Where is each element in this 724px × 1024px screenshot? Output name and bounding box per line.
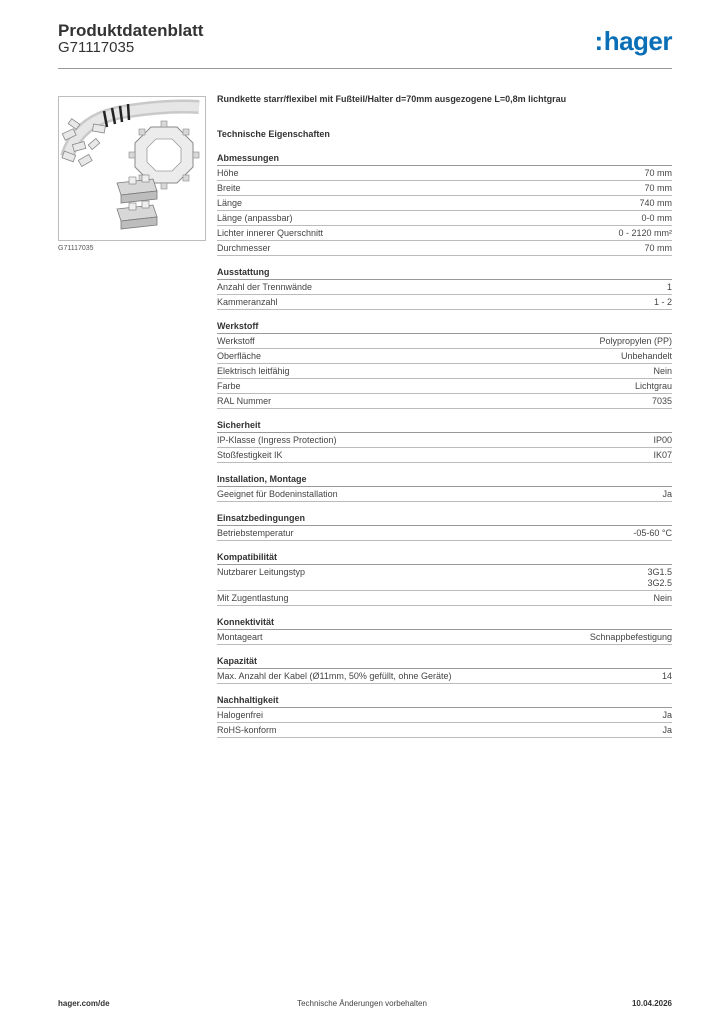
section-title: Kompatibilität (217, 552, 672, 565)
property-value-line: 3G2.5 (647, 578, 672, 588)
property-label: Höhe (217, 168, 239, 178)
property-section (217, 617, 672, 645)
footer-date: 10.04.2026 (631, 999, 672, 1008)
property-sections (217, 153, 672, 738)
property-value: 740 mm (639, 198, 672, 208)
property-label: Elektrisch leitfähig (217, 366, 290, 376)
property-section (217, 153, 672, 256)
property-label: Lichter innerer Querschnitt (217, 228, 324, 238)
property-row (217, 166, 672, 181)
property-label: Durchmesser (217, 243, 271, 253)
image-caption: G71117035 (58, 245, 94, 252)
property-label: Stoßfestigkeit IK (217, 450, 283, 460)
property-value: 14 (661, 671, 672, 681)
property-row (217, 708, 672, 723)
product-image (58, 96, 206, 241)
header-title: Produktdatenblatt (58, 21, 204, 40)
property-row (217, 433, 672, 448)
property-row (217, 295, 672, 310)
property-value: Ja (662, 489, 672, 499)
property-value: Polypropylen (PP) (599, 336, 672, 346)
property-row (217, 364, 672, 379)
property-value: 70 mm (644, 183, 672, 193)
property-value: IP00 (653, 435, 672, 445)
logo-colon: : (594, 26, 603, 56)
property-row (217, 669, 672, 684)
property-row (217, 181, 672, 196)
section-title: Ausstattung (217, 267, 672, 280)
property-value: 0-0 mm (641, 213, 672, 223)
property-section (217, 321, 672, 409)
property-value: Unbehandelt (620, 351, 672, 361)
property-label: RoHS-konform (217, 725, 277, 735)
property-row (217, 226, 672, 241)
property-label: IP-Klasse (Ingress Protection) (217, 435, 337, 445)
property-row (217, 487, 672, 502)
property-label: Nutzbarer Leitungstyp (217, 567, 306, 577)
property-value: Ja (662, 725, 672, 735)
datasheet-content (217, 94, 672, 749)
hager-logo (595, 26, 672, 57)
property-row (217, 280, 672, 295)
property-section (217, 420, 672, 463)
property-label: Farbe (217, 381, 241, 391)
property-label: Länge (217, 198, 243, 208)
property-row (217, 394, 672, 409)
product-description: Rundkette starr/flexibel mit Fußteil/Halter d=70mm ausgezogene L=0,8m lichtgrau (217, 94, 567, 104)
property-row (217, 448, 672, 463)
property-section (217, 552, 672, 606)
property-value-line: 3G1.5 (647, 567, 672, 577)
property-label: Max. Anzahl der Kabel (Ø11mm, 50% gefüllt, ohne Geräte) (217, 671, 452, 681)
property-label: Oberfläche (217, 351, 262, 361)
property-value: Nein (653, 593, 672, 603)
property-row (217, 630, 672, 645)
section-title: Abmessungen (217, 153, 672, 166)
property-row (217, 723, 672, 738)
section-title: Sicherheit (217, 420, 672, 433)
section-title: Kapazität (217, 656, 672, 669)
property-value: -05-60 °C (633, 528, 672, 538)
section-title: Installation, Montage (217, 474, 672, 487)
property-value: 70 mm (644, 168, 672, 178)
property-section (217, 695, 672, 738)
property-row (217, 526, 672, 541)
section-title: Konnektivität (217, 617, 672, 630)
property-row (217, 379, 672, 394)
section-title: Einsatzbedingungen (217, 513, 672, 526)
section-title: Nachhaltigkeit (217, 695, 672, 708)
property-label: Mit Zugentlastung (217, 593, 289, 603)
property-row (217, 349, 672, 364)
property-label: Länge (anpassbar) (217, 213, 293, 223)
property-row (217, 211, 672, 226)
property-label: Halogenfrei (217, 710, 264, 720)
tech-properties-title: Technische Eigenschaften (217, 129, 330, 139)
property-value: Lichtgrau (634, 381, 672, 391)
property-label: RAL Nummer (217, 396, 272, 406)
property-value: 1 (666, 282, 672, 292)
property-value (647, 567, 672, 589)
property-value: IK07 (653, 450, 672, 460)
property-label: Anzahl der Trennwände (217, 282, 313, 292)
property-label: Kammeranzahl (217, 297, 278, 307)
property-label: Montageart (217, 632, 263, 642)
property-value: Schnappbefestigung (589, 632, 672, 642)
property-value: Ja (662, 710, 672, 720)
property-section (217, 267, 672, 310)
property-section (217, 513, 672, 541)
property-label: Werkstoff (217, 336, 255, 346)
property-row (217, 591, 672, 606)
logo-text: hager (603, 26, 672, 56)
header-divider (58, 68, 672, 69)
property-value: 0 - 2120 mm² (618, 228, 672, 238)
footer-notice: Technische Änderungen vorbehalten (297, 999, 427, 1008)
property-label: Breite (217, 183, 241, 193)
property-value: 7035 (651, 396, 672, 406)
property-value: 70 mm (644, 243, 672, 253)
property-row (217, 565, 672, 591)
property-value: Nein (653, 366, 672, 376)
property-row (217, 196, 672, 211)
article-number: G71117035 (58, 39, 135, 56)
property-value: 1 - 2 (653, 297, 672, 307)
property-label: Geeignet für Bodeninstallation (217, 489, 338, 499)
footer-website[interactable]: hager.com/de (58, 999, 110, 1008)
property-label: Betriebstemperatur (217, 528, 294, 538)
property-row (217, 334, 672, 349)
property-row (217, 241, 672, 256)
property-section (217, 656, 672, 684)
product-illustration (59, 97, 205, 240)
property-section (217, 474, 672, 502)
section-title: Werkstoff (217, 321, 672, 334)
